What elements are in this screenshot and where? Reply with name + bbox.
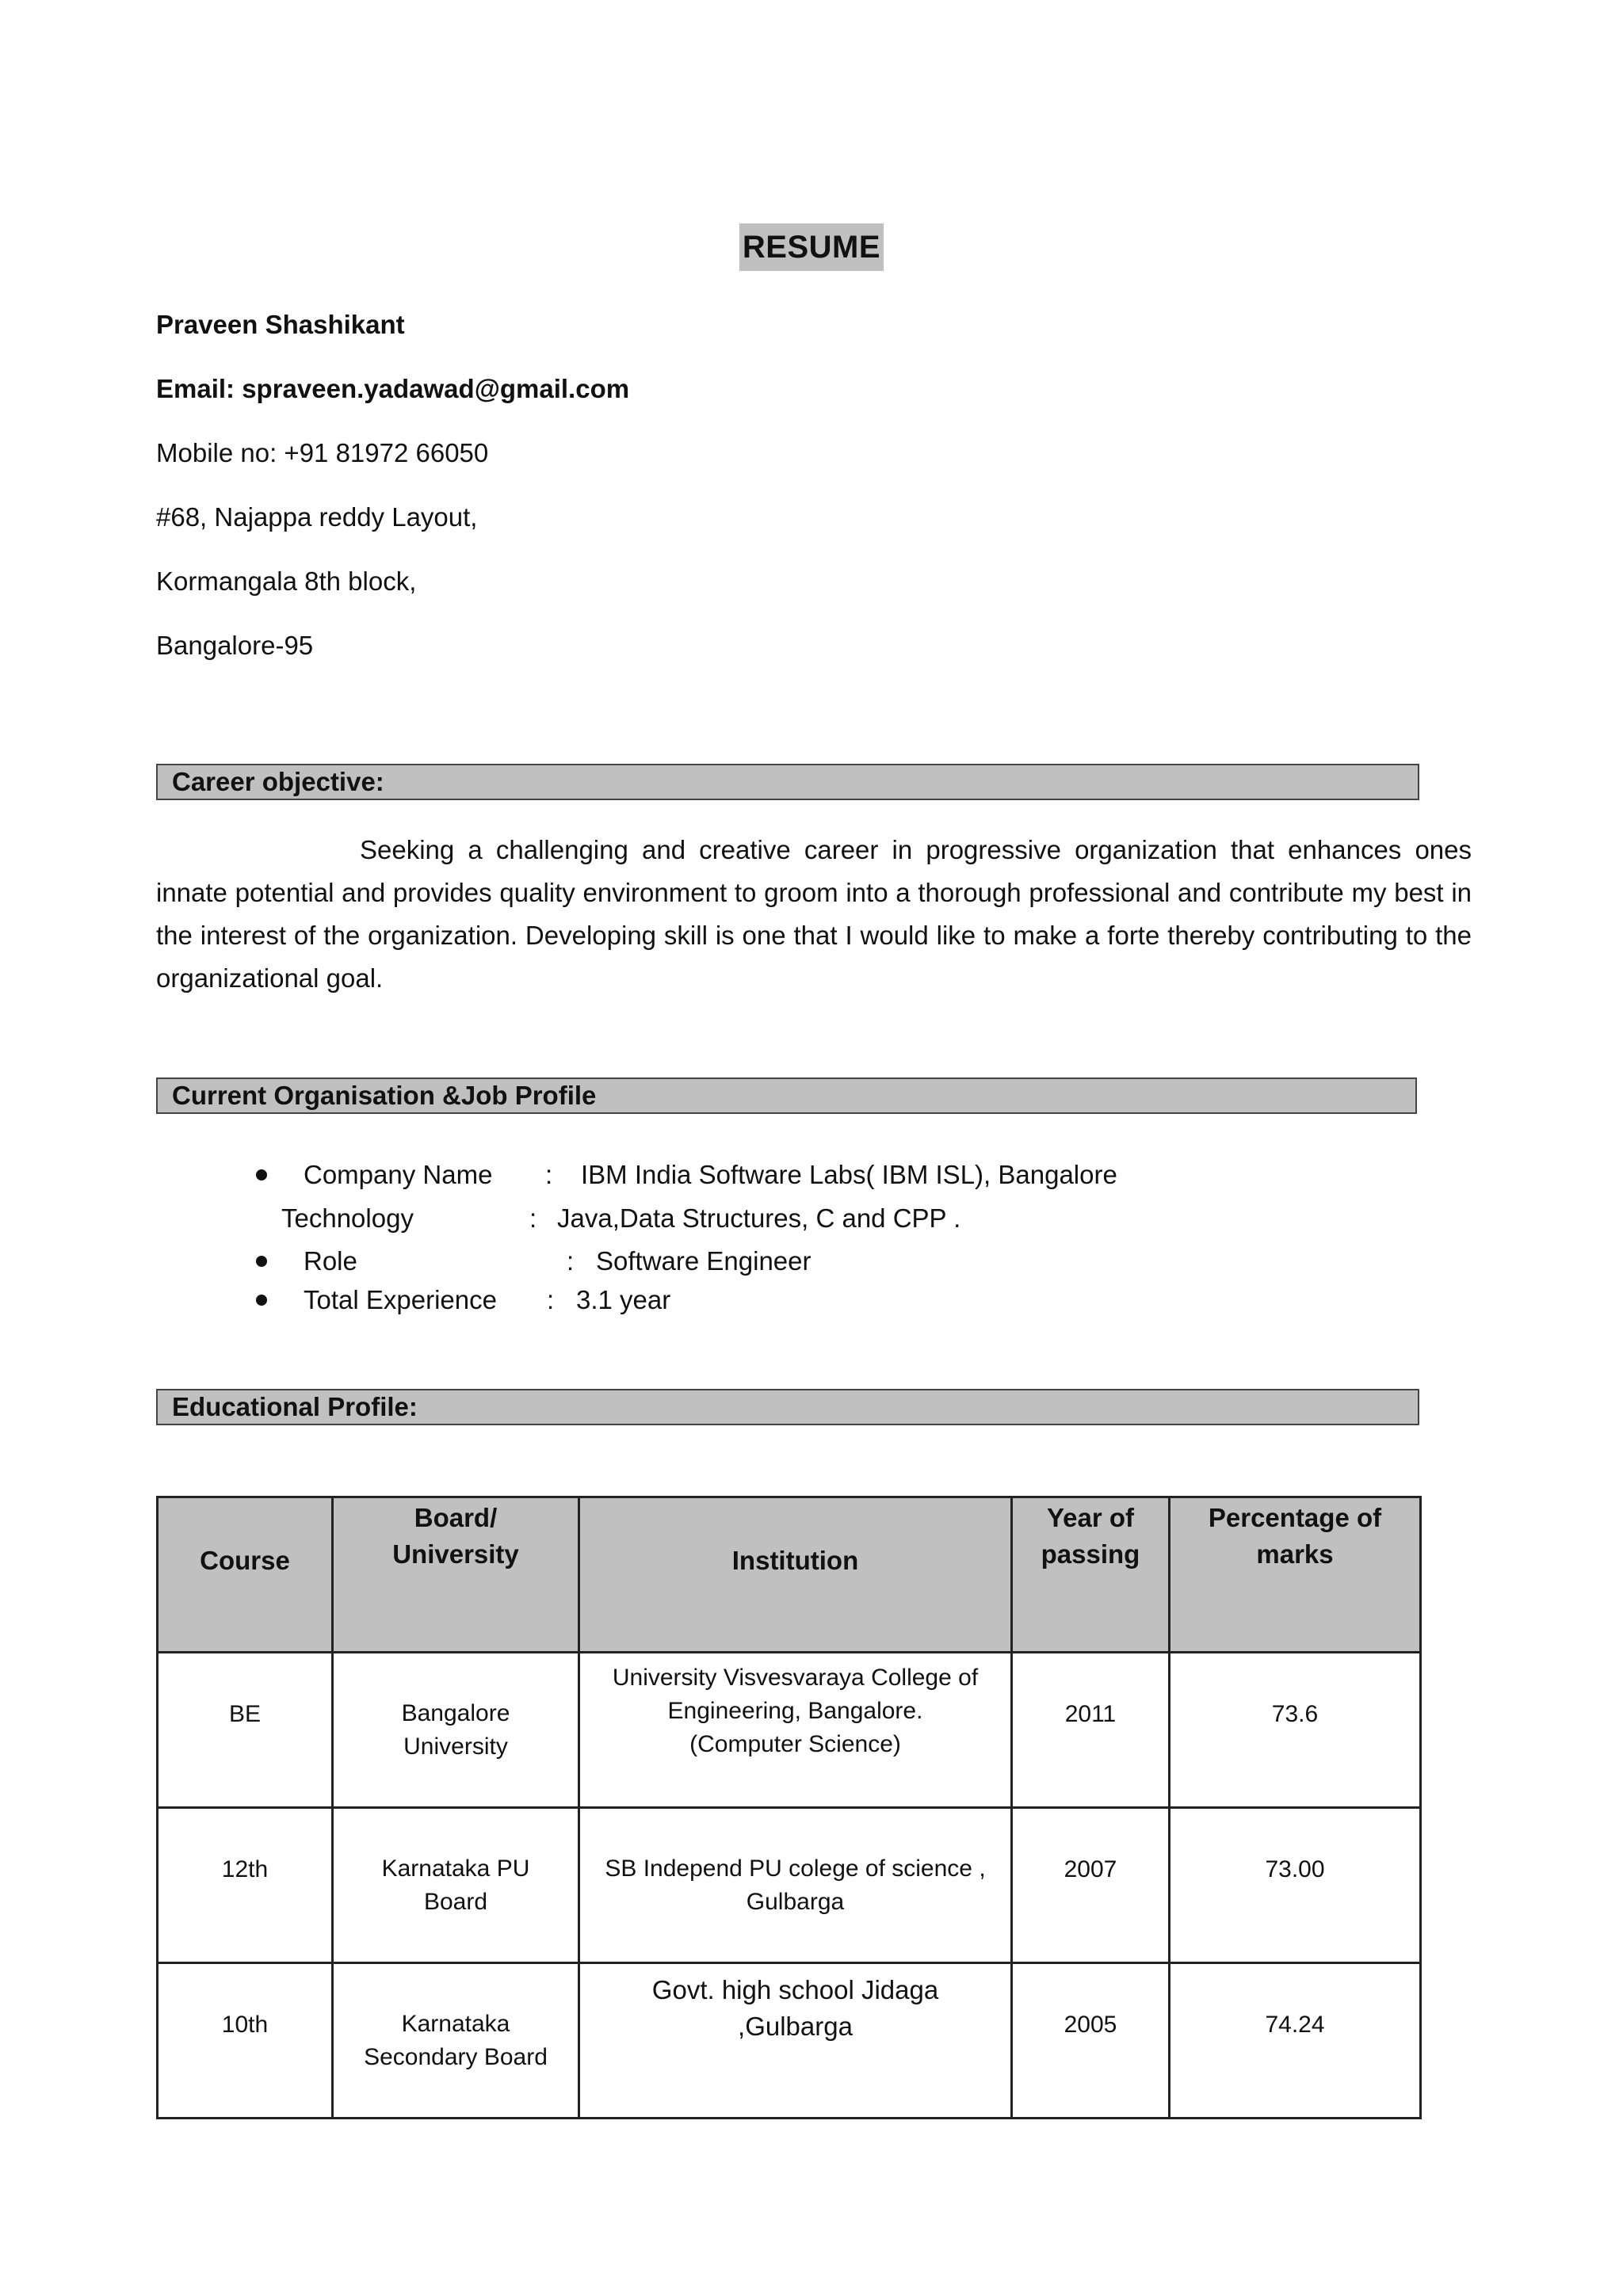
col-header-institution: Institution	[579, 1497, 1012, 1653]
candidate-name: Praveen Shashikant	[156, 310, 405, 339]
company-value: IBM India Software Labs( IBM ISL), Bangalore	[581, 1160, 1117, 1189]
table-row	[158, 1808, 1421, 1963]
role-sep: :	[567, 1246, 575, 1276]
cell-board: Karnataka PU Board	[333, 1808, 579, 1963]
title-wrap	[0, 223, 1623, 271]
mobile-line: Mobile no: +91 81972 66050	[156, 438, 489, 467]
bullet-icon	[256, 1256, 267, 1267]
cell-board: Karnataka Secondary Board	[333, 1963, 579, 2119]
cell-course: 10th	[158, 1963, 333, 2119]
experience-sep: :	[547, 1285, 555, 1314]
cell-percentage: 74.24	[1170, 1963, 1421, 2119]
email-line: Email: spraveen.yadawad@gmail.com	[156, 374, 630, 403]
role-value: Software Engineer	[596, 1246, 812, 1276]
cell-institution: University Visvesvaraya College of Engineering, Bangalore. (Computer Science)	[579, 1653, 1012, 1808]
company-label: Company Name	[304, 1160, 493, 1189]
resume-title: RESUME	[739, 223, 884, 271]
cell-institution: Govt. high school Jidaga ,Gulbarga	[579, 1963, 1012, 2119]
bullet-icon	[256, 1295, 267, 1306]
cell-course: BE	[158, 1653, 333, 1808]
col-header-percentage: Percentage of marks	[1170, 1497, 1421, 1653]
cell-institution: SB Independ PU colege of science , Gulbarga	[579, 1808, 1012, 1963]
cell-year: 2007	[1012, 1808, 1170, 1963]
address-line-1: #68, Najappa reddy Layout,	[156, 502, 478, 532]
col-header-year: Year of passing	[1012, 1497, 1170, 1653]
address-line-2: Kormangala 8th block,	[156, 566, 417, 596]
address-line-3: Bangalore-95	[156, 631, 314, 660]
technology-sep: :	[529, 1203, 537, 1233]
career-objective-text: Seeking a challenging and creative career in progressive organization that enhances ones innate potential and provides quality environment to groom into a thorough professional and contribute my best in the interest of the organization. Developing skill is one that I would like to make a forte thereby contributing to the organizational goal.	[156, 835, 1472, 993]
experience-label: Total Experience	[304, 1285, 497, 1314]
cell-year: 2005	[1012, 1963, 1170, 2119]
table-header-row	[158, 1497, 1421, 1653]
technology-label: Technology	[281, 1203, 414, 1233]
cell-percentage: 73.6	[1170, 1653, 1421, 1808]
cell-percentage: 73.00	[1170, 1808, 1421, 1963]
technology-value: Java,Data Structures, C and CPP .	[557, 1203, 961, 1233]
cell-year: 2011	[1012, 1653, 1170, 1808]
job-profile-header: Current Organisation &Job Profile	[156, 1077, 1417, 1114]
role-label: Role	[304, 1246, 357, 1276]
cell-course: 12th	[158, 1808, 333, 1963]
experience-value: 3.1 year	[576, 1285, 671, 1314]
cell-board: Bangalore University	[333, 1653, 579, 1808]
company-sep: :	[545, 1160, 553, 1189]
col-header-course: Course	[158, 1497, 333, 1653]
education-header: Educational Profile:	[156, 1389, 1419, 1425]
career-objective-header: Career objective:	[156, 764, 1419, 800]
col-header-board: Board/ University	[333, 1497, 579, 1653]
table-row	[158, 1653, 1421, 1808]
table-row	[158, 1963, 1421, 2119]
education-table	[156, 1496, 1422, 2119]
bullet-icon	[256, 1169, 267, 1180]
